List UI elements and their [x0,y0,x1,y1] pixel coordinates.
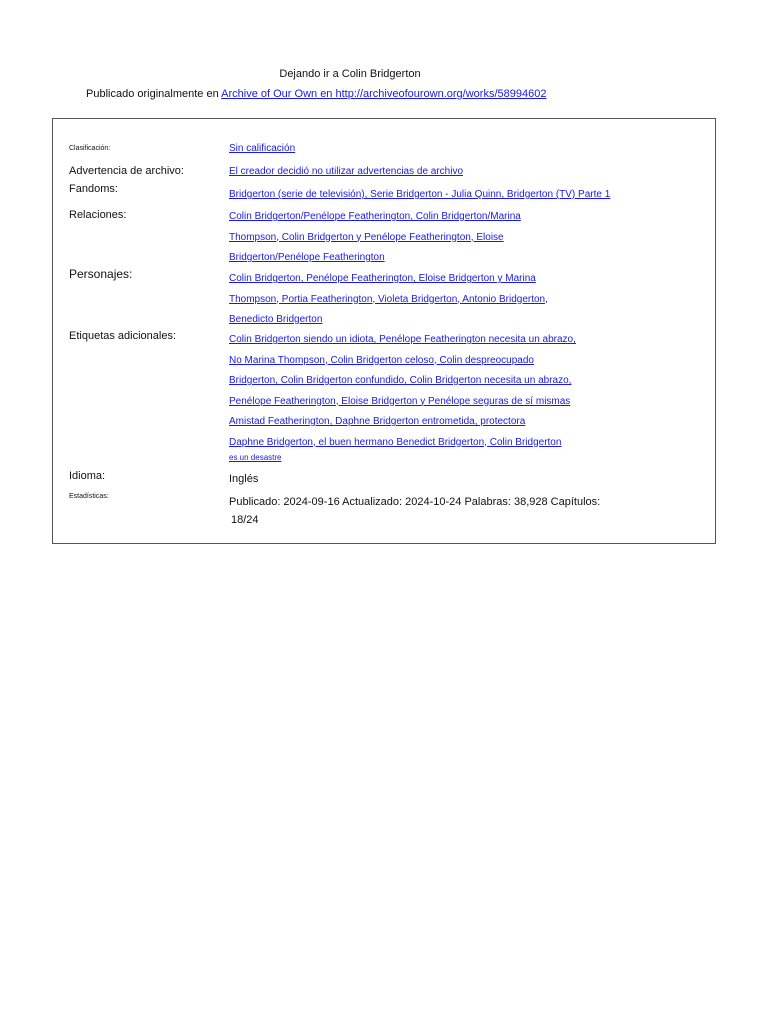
stats-label: Estadísticas: [69,493,109,500]
rating-value [229,139,703,160]
relationships-label: Relaciones: [69,209,127,221]
character-line[interactable]: Benedicto Bridgerton [229,314,323,325]
language-label: Idioma: [69,470,106,482]
tags-value [229,330,703,453]
characters-value [229,269,703,331]
tag-line[interactable]: No Marina Thompson, Colin Bridgerton celoso, Colin despreocupado [229,354,534,366]
published-prefix: Publicado originalmente en [86,88,219,100]
warning-value [229,162,703,183]
stats-line: Publicado: 2024-09-16 Actualizado: 2024-10-24 Palabras: 38,928 Capítulos: [229,496,601,508]
fandoms-label: Fandoms: [69,183,118,195]
relationships-value [229,207,703,269]
relationship-line[interactable]: Thompson, Colin Bridgerton y Penélope Featherington, Eloise [229,231,504,243]
tag-line[interactable]: Penélope Featherington, Eloise Bridgerton y Penélope seguras de sí mismas [229,395,571,407]
work-title: Dejando ir a Colin Bridgerton [279,68,421,80]
published-line [86,88,546,100]
tags-label: Etiquetas adicionales: [69,330,177,342]
warning-label: Advertencia de archivo: [69,165,184,177]
warning-link[interactable]: El creador decidió no utilizar advertencias de archivo [229,166,464,177]
fandoms-value [229,185,703,206]
language-value: Inglés [229,473,259,485]
source-link[interactable]: Archive of Our Own en http://archiveofourown.org/works/58994602 [221,88,547,100]
tag-line[interactable]: Amistad Featherington, Daphne Bridgerton entrometida, protectora [229,416,526,427]
relationship-line[interactable]: Bridgerton/Penélope Featherington [229,252,385,263]
character-line[interactable]: Colin Bridgerton, Penélope Featherington, Eloise Bridgerton y Marina [229,273,536,284]
tags-value-tail [229,451,703,465]
rating-link[interactable]: Sin calificación [229,143,296,154]
stats-value [229,493,703,529]
stats-line: 18/24 [231,514,259,526]
tag-line[interactable]: es un desastre [229,453,282,462]
tag-line[interactable]: Bridgerton, Colin Bridgerton confundido, Colin Bridgerton necesita un abrazo, [229,375,572,386]
character-line[interactable]: Thompson, Portia Featherington, Violeta Bridgerton, Antonio Bridgerton, [229,293,548,305]
fandom-link[interactable]: Bridgerton (serie de televisión), Serie Bridgerton - Julia Quinn, Bridgerton (TV) Parte 1 [229,189,611,200]
characters-label: Personajes: [69,267,133,281]
rating-label: Clasificación: [69,145,111,152]
tag-line[interactable]: Colin Bridgerton siendo un idiota, Penélope Featherington necesita un abrazo, [229,334,576,345]
metadata-box [52,118,716,544]
relationship-line[interactable]: Colin Bridgerton/Penélope Featherington, Colin Bridgerton/Marina [229,211,521,222]
tag-line[interactable]: Daphne Bridgerton, el buen hermano Benedict Bridgerton, Colin Bridgerton [229,436,562,448]
